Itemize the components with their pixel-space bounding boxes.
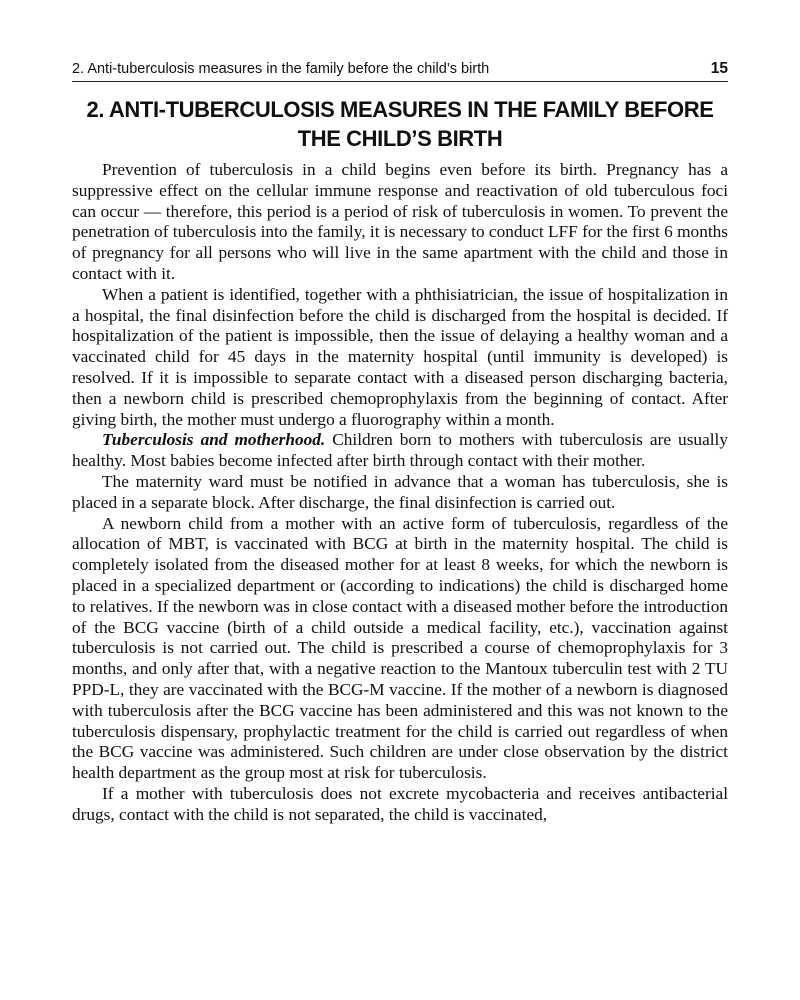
paragraph-patient-identified: When a patient is identified, together with a phthisiatrician, the issue of hospitalization in a hospital, the final disinfection before the child is discharged from the hospital is decided. If hospitalization of the patient is impossible, then the issue of delaying a healthy woman and a vaccinated child for 45 days in the maternity hospital (until immunity is developed) is resolved. If it is impossible to separate contact with a diseased person discharging bacteria, then a newborn child is prescribed chemoprophylaxis from the beginning of contact. After giving birth, the mother must undergo a fluorography within a month. <box>72 284 728 429</box>
running-head <box>72 60 728 78</box>
chapter-title-line-1: 2. ANTI-TUBERCULOSIS MEASURES IN THE FAMILY BEFORE <box>86 97 714 122</box>
header-rule <box>72 81 728 82</box>
chapter-title <box>72 95 728 153</box>
chapter-title-line-2: THE CHILD’S BIRTH <box>297 126 503 151</box>
running-head-title: 2. Anti-tuberculosis measures in the family before the child’s birth <box>72 61 490 77</box>
page-number: 15 <box>710 60 728 77</box>
paragraph-newborn-bcg: A newborn child from a mother with an active form of tuberculosis, regardless of the allocation of MBT, is vaccinated with BCG at birth in the maternity hospital. The child is completely isolated from the diseased mother for at least 8 weeks, for which the newborn is placed in a specialized department or (according to indications) the child is discharged home to relatives. If the newborn was in close contact with a diseased mother before the introduction of the BCG vaccine (birth of a child outside a medical facility, etc.), vaccination against tuberculosis is not carried out. The child is prescribed a course of chemoprophylaxis for 3 months, and only after that, with a negative reaction to the Mantoux tuberculin test with 2 TU PPD-L, they are vaccinated with the BCG-M vaccine. If the mother of a newborn is diagnosed with tuberculosis after the BCG vaccine has been administered and this was not known to the tuberculosis dispensary, prophylactic treatment for the child is carried out regardless of when the BCG vaccine was administered. Such children are under close observation by the district health department as the group most at risk for tuberculosis. <box>72 513 728 783</box>
paragraph-non-excreting-mother: If a mother with tuberculosis does not excrete mycobacteria and receives antibacterial drugs, contact with the child is not separated, the child is vaccinated, <box>72 783 728 824</box>
paragraph-prevention: Prevention of tuberculosis in a child begins even before its birth. Pregnancy has a suppressive effect on the cellular immune response and reactivation of old tuberculous foci can occur — therefore, this period is a period of risk of tuberculosis in women. To prevent the penetration of tuberculosis into the family, it is necessary to conduct LFF for the first 6 months of pregnancy for all persons who will live in the same apartment with the child and those in contact with it. <box>72 160 728 283</box>
paragraph-motherhood <box>72 430 728 472</box>
paragraph-maternity-ward: The maternity ward must be notified in advance that a woman has tuberculosis, she is placed in a separate block. After discharge, the final disinfection is carried out. <box>72 471 728 512</box>
run-in-heading: Tuberculosis and motherhood. <box>102 430 326 450</box>
body-text <box>72 160 728 826</box>
paragraph-motherhood-text: Children born to mothers with tuberculosis are usually healthy. Most babies become infected after birth through contact with their mother. <box>72 430 728 471</box>
